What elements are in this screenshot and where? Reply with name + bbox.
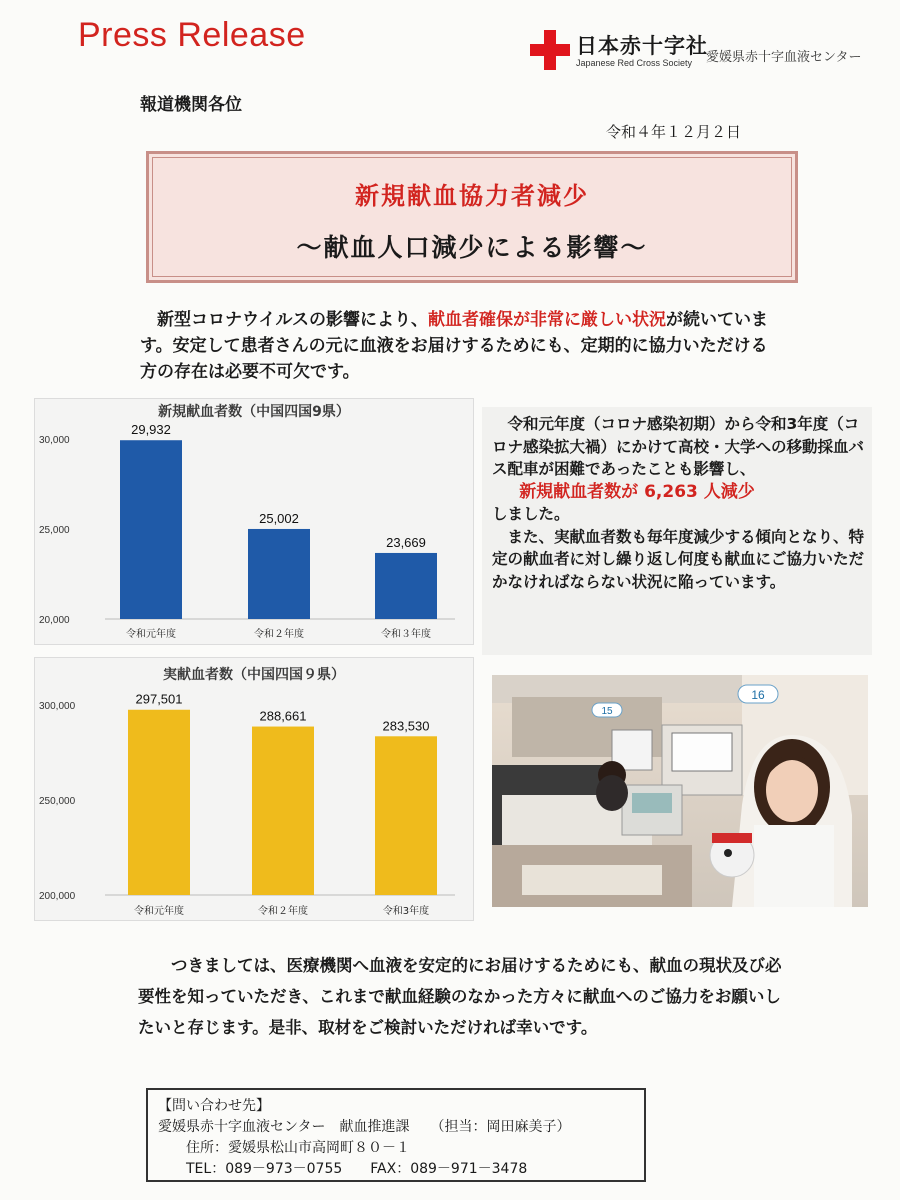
org-name: 日本赤十字社 xyxy=(576,34,708,58)
category-label: 令和元年度 xyxy=(134,906,184,917)
actual-donors-chart-svg xyxy=(35,658,473,920)
bar-value-label: 25,002 xyxy=(259,510,299,526)
title-box xyxy=(146,151,798,283)
bar-value-label: 297,501 xyxy=(135,691,183,707)
intro-paragraph xyxy=(140,307,780,385)
addressee: 報道機関各位 xyxy=(140,95,242,115)
explanation-p1: 令和元年度（コロナ感染初期）から令和3年度（コロナ感染拡大禍）にかけて高校・大学への移動採血バス配車が困難であったことも影響し、 xyxy=(492,415,865,478)
new-donors-chart-svg xyxy=(35,399,473,644)
contact-address: 住所：愛媛県松山市高岡町８０－１ xyxy=(186,1140,410,1156)
photo-badge-16: 16 xyxy=(751,688,765,702)
title-sub: ～献血人口減少による影響～ xyxy=(296,233,648,262)
bar xyxy=(248,529,310,619)
bar-value-label: 288,661 xyxy=(259,708,307,724)
bar xyxy=(128,710,190,895)
bar xyxy=(375,553,437,619)
category-label: 令和3年度 xyxy=(382,906,430,917)
contact-org: 愛媛県赤十字血液センター 献血推進課 （担当：岡田麻美子） xyxy=(158,1119,571,1135)
red-cross-logo-icon xyxy=(530,30,570,70)
category-label: 令和２年度 xyxy=(258,906,308,917)
contact-box xyxy=(146,1088,646,1182)
org-name-en: Japanese Red Cross Society xyxy=(576,58,693,68)
donation-room-photo xyxy=(492,675,868,907)
y-tick-label: 25,000 xyxy=(39,525,70,536)
explanation-p2: しました。 xyxy=(492,505,570,523)
category-label: 令和２年度 xyxy=(254,629,304,640)
category-label: 令和元年度 xyxy=(126,629,176,640)
actual-donors-chart xyxy=(34,657,474,921)
y-tick-label: 200,000 xyxy=(39,891,76,902)
closing-paragraph: つきましては、医療機関へ血液を安定的にお届けするためにも、献血の現状及び必要性を知っていただき、これまで献血経験のなかった方々に献血へのご協力をお願いしたいと存じます。是非、取材をご検討いただければ幸いです。 xyxy=(138,956,782,1037)
bar xyxy=(252,727,314,895)
center-name: 愛媛県赤十字血液センター xyxy=(706,50,862,65)
press-release-heading: Press Release xyxy=(78,16,306,54)
bar-value-label: 283,530 xyxy=(382,718,430,734)
chart-title: 実献血者数（中国四国９県） xyxy=(163,667,345,683)
category-label: 令和３年度 xyxy=(381,629,431,640)
y-tick-label: 300,000 xyxy=(39,701,76,712)
explanation-highlight: 新規献血者数が 6,263 人減少 xyxy=(519,481,755,502)
explanation-p3: また、実献血者数も毎年度減少する傾向となり、特定の献血者に対し繰り返し何度も献血にご協力いただかなければならない状況に陥っています。 xyxy=(492,527,865,591)
new-donors-chart xyxy=(34,398,474,645)
explanation-text xyxy=(482,407,872,655)
y-tick-label: 20,000 xyxy=(39,615,70,626)
photo-badge-15: 15 xyxy=(601,706,613,717)
release-date: 令和４年１２月２日 xyxy=(606,123,742,141)
title-main: 新規献血協力者減少 xyxy=(355,182,589,210)
intro-text-1: 新型コロナウイルスの影響により、 xyxy=(157,310,428,330)
contact-heading: 【問い合わせ先】 xyxy=(158,1098,270,1114)
y-tick-label: 250,000 xyxy=(39,796,76,807)
bar-value-label: 29,932 xyxy=(131,422,171,438)
intro-highlight: 献血者確保が非常に厳しい状況 xyxy=(427,310,666,330)
chart-title: 新規献血者数（中国四国9県） xyxy=(158,404,350,420)
bar xyxy=(120,440,182,619)
y-tick-label: 30,000 xyxy=(39,435,70,446)
bar-value-label: 23,669 xyxy=(386,534,426,550)
bar xyxy=(375,736,437,895)
intro-text-2: が続いています。安定して患者さんの元に血液をお届けするためにも、定期的に協力いただける方の存在は必要不可欠です。 xyxy=(140,310,768,382)
contact-phone-fax: TEL：089－973－0755 FAX：089－971－3478 xyxy=(186,1161,528,1177)
